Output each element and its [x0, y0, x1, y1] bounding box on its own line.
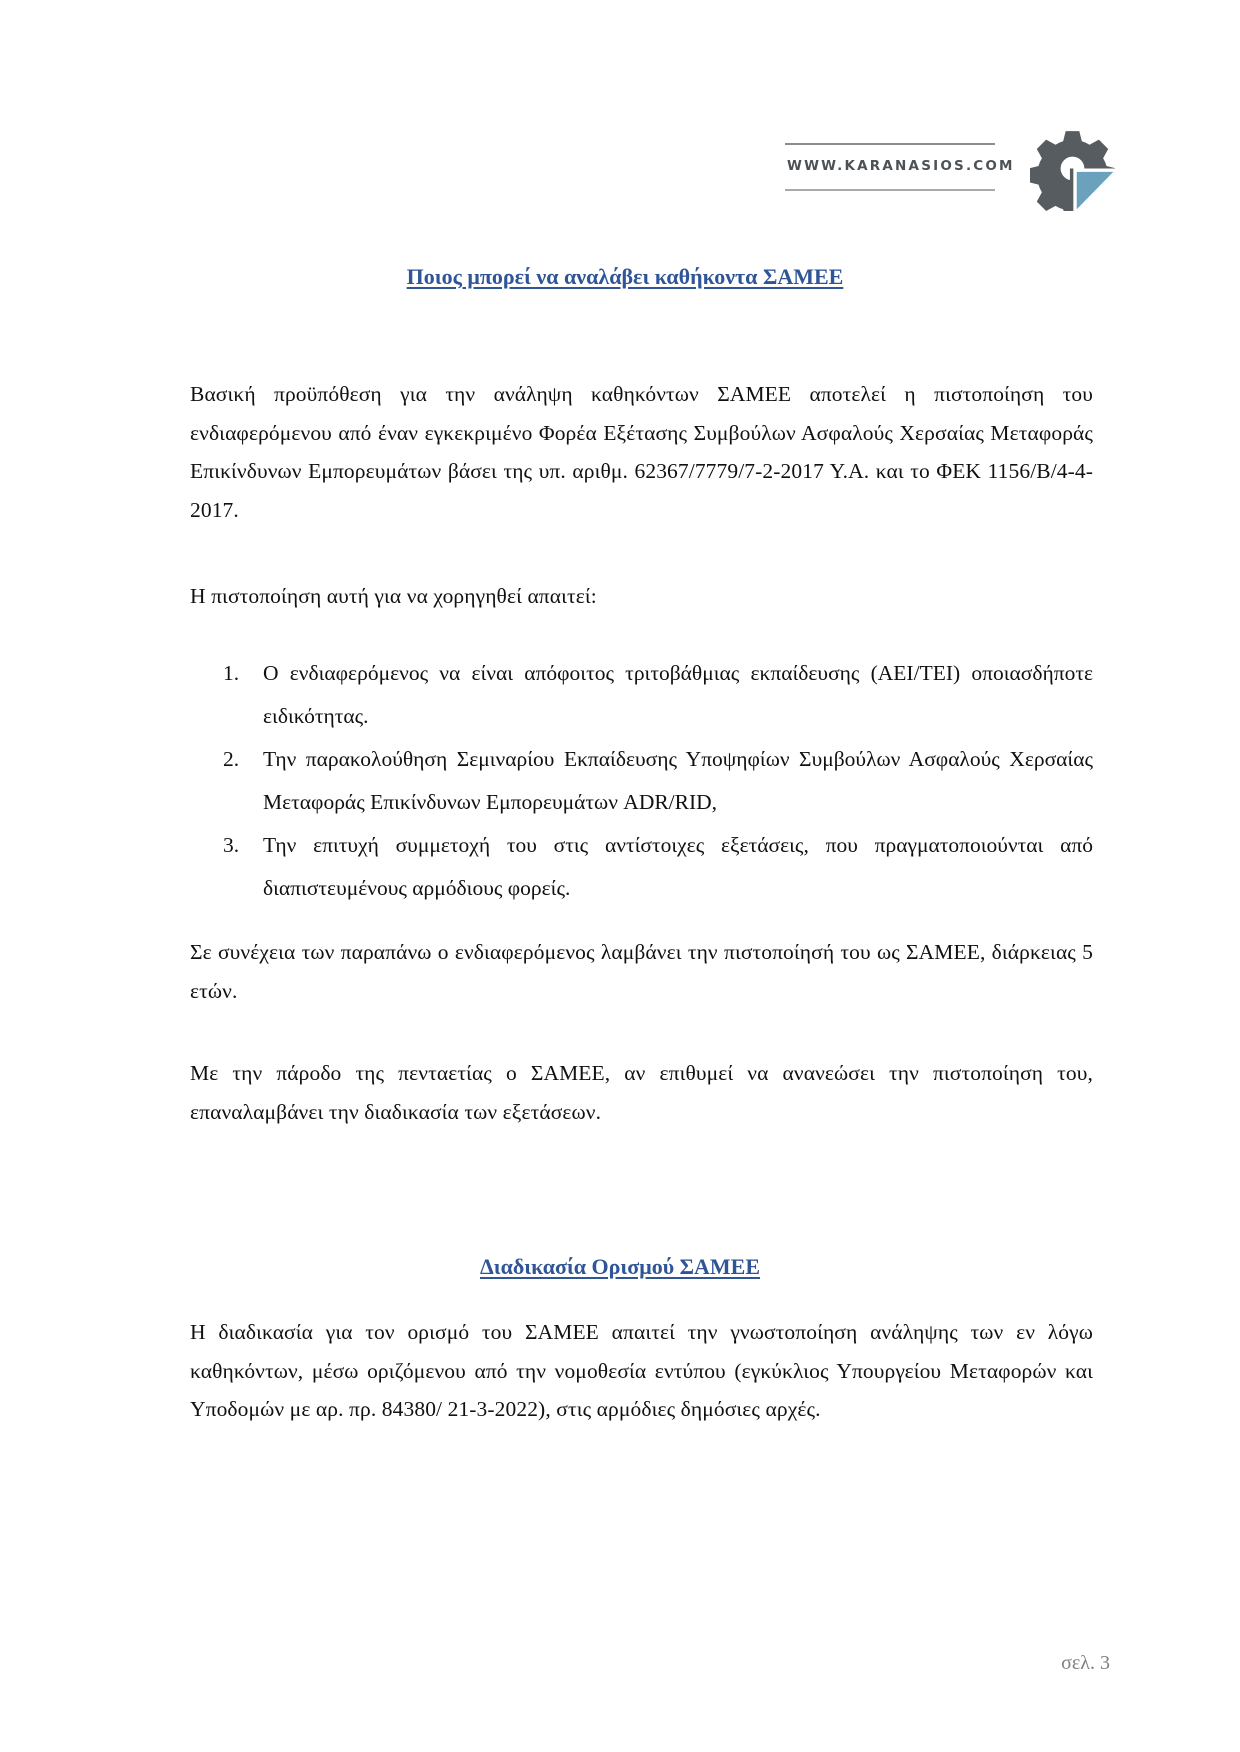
gear-with-triangle-logo-icon [1030, 126, 1115, 211]
section-title-who-can-be-samee: Ποιος μπορεί να αναλάβει καθήκοντα ΣΑΜΕΕ [406, 264, 844, 289]
list-item-text: Την επιτυχή συμμετοχή του στις αντίστοιχες εξετάσεις, που πραγματοποιούνται από διαπιστευμένους αρμόδιους φορείς. [263, 833, 1093, 900]
list-item-number: 3. [223, 833, 240, 857]
header-rule-top [785, 143, 995, 145]
paragraph-certification-duration: Σε συνέχεια των παραπάνω ο ενδιαφερόμενος λαμβάνει την πιστοποίησή του ως ΣΑΜΕΕ, διάρκειας 5 ετών. [190, 940, 1093, 1003]
paragraph-certification-intro: Η πιστοποίηση αυτή για να χορηγηθεί απαιτεί: [190, 584, 597, 608]
page-number: σελ. 3 [1061, 1652, 1110, 1674]
website-url: WWW.KARANASIOS.COM [787, 158, 1015, 174]
list-item-text: Την παρακολούθηση Σεμιναρίου Εκπαίδευσης Υποψηφίων Συμβούλων Ασφαλούς Χερσαίας Μεταφοράς Επικίνδυνων Εμπορευμάτων ADR/RID, [263, 747, 1093, 814]
header-rule-bottom [785, 189, 995, 191]
list-item [190, 652, 1093, 738]
list-item [190, 738, 1093, 824]
paragraph-appointment-procedure: Η διαδικασία για τον ορισμό του ΣΑΜΕΕ απαιτεί την γνωστοποίηση ανάληψης των εν λόγω καθηκόντων, μέσω οριζόμενου από την νομοθεσία εντύπου (εγκύκλιος Υπουργείου Μεταφορών και Υποδομών με αρ. πρ. 84380/ 21-3-2022), στις αρμόδιες δημόσιες αρχές. [190, 1320, 1093, 1421]
page-header [785, 126, 1135, 226]
paragraph-certification-requirement: Βασική προϋπόθεση για την ανάληψη καθηκόντων ΣΑΜΕΕ αποτελεί η πιστοποίηση του ενδιαφερόμενου από έναν εγκεκριμένο Φορέα Εξέτασης Συμβούλων Ασφαλούς Χερσαίας Μεταφοράς Επικίνδυνων Εμπορευμάτων βάσει της υπ. αριθμ. 62367/7779/7-2-2017 Υ.Α. και το ΦΕΚ 1156/Β/4-4-2017. [190, 382, 1093, 522]
requirements-list [190, 652, 1093, 910]
list-item [190, 824, 1093, 910]
paragraph-certification-renewal: Με την πάροδο της πενταετίας ο ΣΑΜΕΕ, αν επιθυμεί να ανανεώσει την πιστοποίηση του, επαναλαμβάνει την διαδικασία των εξετάσεων. [190, 1061, 1093, 1124]
list-item-number: 2. [223, 747, 240, 771]
list-item-number: 1. [223, 661, 240, 685]
list-item-text: Ο ενδιαφερόμενος να είναι απόφοιτος τριτοβάθμιας εκπαίδευσης (ΑΕΙ/ΤΕΙ) οποιασδήποτε ειδικότητας. [263, 661, 1093, 728]
section-title-samee-appointment: Διαδικασία Ορισμού ΣΑΜΕΕ [479, 1254, 760, 1279]
